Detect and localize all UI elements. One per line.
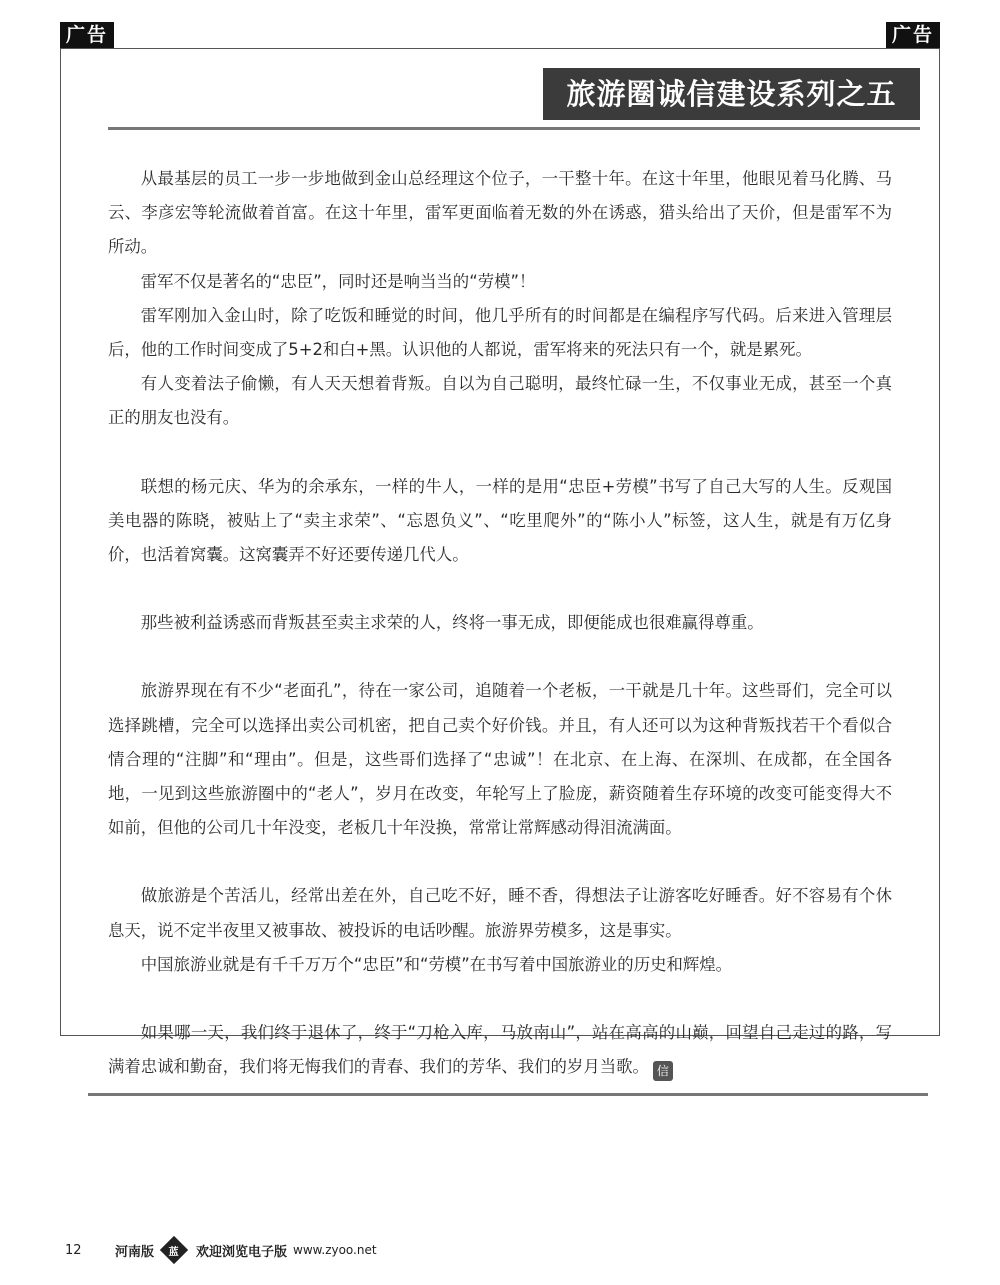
edition-label: 河南版 bbox=[115, 1244, 155, 1260]
footer-url: www.zyoo.net bbox=[293, 1243, 377, 1257]
paragraph-1: 从最基层的员工一步一步地做到金山总经理这个位子，一干整十年。在这十年里，他眼见着马化腾、马云、李彦宏等轮流做着首富。在这十年里，雷军更面临着无数的外在诱惑，猎头给出了天价，但是雷军不为所动。 bbox=[108, 169, 892, 257]
paragraph-7: 旅游界现在有不少“老面孔”，待在一家公司，追随着一个老板，一干就是几十年。这些哥们，完全可以选择跳槽，完全可以选择出卖公司机密，把自己卖个好价钱。并且，有人还可以为这种背叛找若干个看似合情合理的“注脚”和“理由”。但是，这些哥们选择了“忠诚”！在北京、在上海、在深圳、在成都，在全国各地，一见到这些旅游圈中的“老人”，岁月在改变，年轮写上了脸庞，薪资随着生存环境的改变可能变得大不如前，但他的公司几十年没变，老板几十年没换，常常让常辉感动得泪流满面。 bbox=[108, 681, 892, 838]
ad-label-right: 广告 bbox=[886, 22, 940, 48]
page-number: 12 bbox=[65, 1242, 82, 1258]
ad-label-left: 广告 bbox=[60, 22, 114, 48]
logo-icon bbox=[160, 1236, 188, 1264]
paragraph-gap bbox=[108, 845, 892, 879]
logo-text: 蓝 bbox=[169, 1246, 180, 1258]
paragraph-5: 联想的杨元庆、华为的余承东，一样的牛人，一样的是用“忠臣+劳模”书写了自己大写的人生。反观国美电器的陈晓，被贴上了“卖主求荣”、“忘恩负义”、“吃里爬外”的“陈小人”标签，这人生，就是有万亿身价，也活着窝囊。这窝囊弄不好还要传递几代人。 bbox=[108, 476, 892, 565]
paragraph-gap bbox=[108, 640, 892, 674]
bottom-divider bbox=[88, 1093, 928, 1096]
paragraph-10-text: 如果哪一天，我们终于退休了，终于“刀枪入库，马放南山”，站在高高的山巅，回望自己走过的路，写满着忠诚和勤奋，我们将无悔我们的青春、我们的芳华、我们的岁月当歌。 bbox=[108, 1023, 892, 1077]
paragraph-10 bbox=[108, 1016, 892, 1084]
paragraph-gap bbox=[108, 436, 892, 470]
footer-slogan: 欢迎浏览电子版 bbox=[196, 1244, 288, 1260]
paragraph-9: 中国旅游业就是有千千万万个“忠臣”和“劳模”在书写着中国旅游业的历史和辉煌。 bbox=[140, 954, 733, 974]
paragraph-3: 雷军刚加入金山时，除了吃饭和睡觉的时间，他几乎所有的时间都是在编程序写代码。后来进入管理层后，他的工作时间变成了5+2和白+黑。认识他的人都说，雷军将来的死法只有一个，就是累死。 bbox=[108, 305, 892, 360]
paragraph-8: 做旅游是个苦活儿，经常出差在外，自己吃不好，睡不香，得想法子让游客吃好睡香。好不容易有个休息天，说不定半夜里又被事故、被投诉的电话吵醒。旅游界劳模多，这是事实。 bbox=[108, 886, 892, 940]
page-title: 旅游圈诚信建设系列之五 bbox=[543, 68, 920, 120]
paragraph-gap bbox=[108, 572, 892, 606]
title-divider bbox=[108, 127, 920, 130]
paragraph-gap bbox=[108, 982, 892, 1016]
page-footer bbox=[65, 1238, 377, 1262]
article-body bbox=[108, 162, 892, 1084]
paragraph-4: 有人变着法子偷懒，有人天天想着背叛。自以为自己聪明，最终忙碌一生，不仅事业无成，甚至一个真正的朋友也没有。 bbox=[108, 374, 892, 428]
end-seal-icon: 信 bbox=[653, 1061, 673, 1081]
paragraph-2: 雷军不仅是著名的“忠臣”，同时还是响当当的“劳模”！ bbox=[140, 271, 536, 291]
paragraph-6: 那些被利益诱惑而背叛甚至卖主求荣的人，终将一事无成，即便能成也很难赢得尊重。 bbox=[140, 613, 764, 633]
